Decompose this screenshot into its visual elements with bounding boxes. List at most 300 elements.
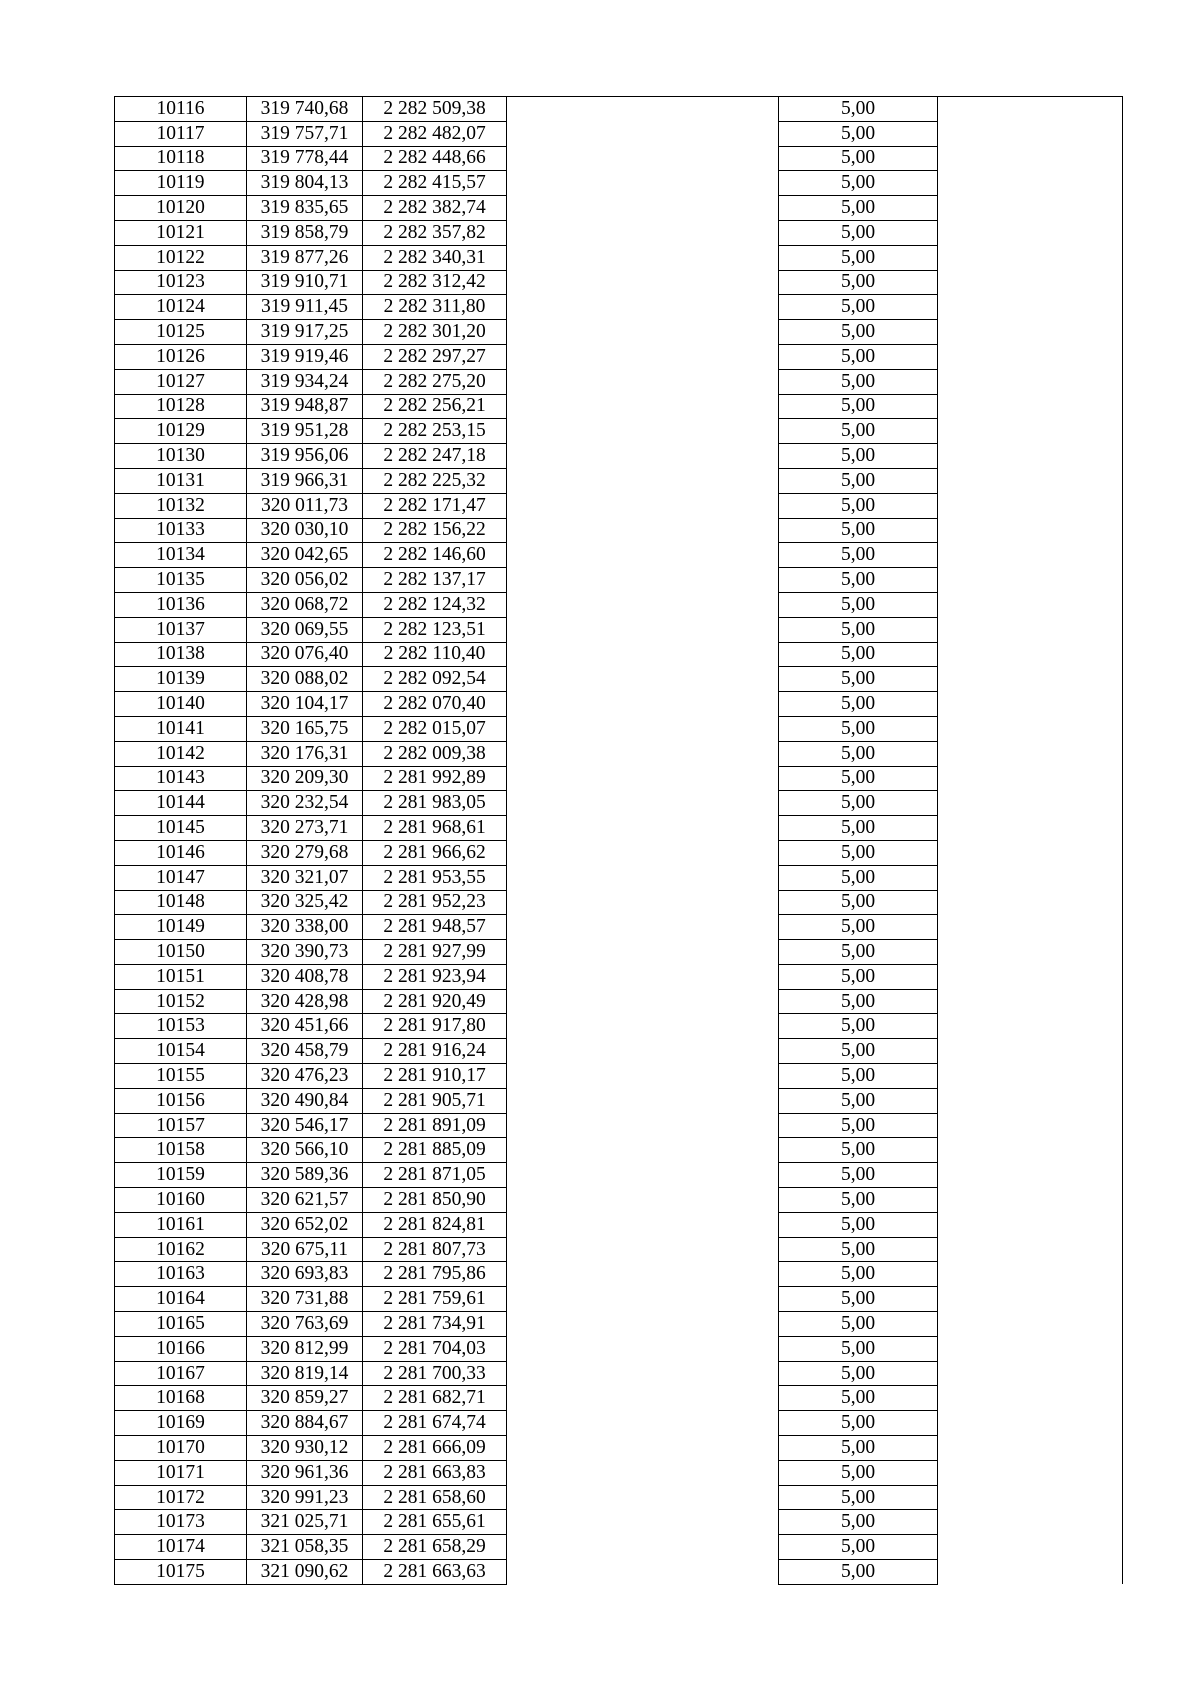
table-row — [115, 1336, 1123, 1361]
empty-cell — [938, 1361, 1123, 1386]
table-row — [115, 741, 1123, 766]
y-coordinate-cell: 2 281 658,60 — [363, 1485, 507, 1510]
value-cell: 5,00 — [779, 692, 938, 717]
y-coordinate-cell: 2 281 658,29 — [363, 1535, 507, 1560]
table-row — [115, 1510, 1123, 1535]
empty-cell — [507, 171, 779, 196]
x-coordinate-cell: 320 859,27 — [247, 1386, 363, 1411]
empty-cell — [938, 220, 1123, 245]
table-row — [115, 97, 1123, 122]
value-cell: 5,00 — [779, 1088, 938, 1113]
x-coordinate-cell: 320 088,02 — [247, 667, 363, 692]
empty-cell — [938, 667, 1123, 692]
point-number-cell: 10134 — [115, 543, 247, 568]
table-row — [115, 394, 1123, 419]
x-coordinate-cell: 319 948,87 — [247, 394, 363, 419]
y-coordinate-cell: 2 281 663,63 — [363, 1560, 507, 1585]
table-row — [115, 270, 1123, 295]
table-row — [115, 667, 1123, 692]
y-coordinate-cell: 2 281 734,91 — [363, 1312, 507, 1337]
y-coordinate-cell: 2 281 704,03 — [363, 1336, 507, 1361]
value-cell: 5,00 — [779, 220, 938, 245]
point-number-cell: 10116 — [115, 97, 247, 122]
table-row — [115, 617, 1123, 642]
empty-cell — [938, 989, 1123, 1014]
value-cell: 5,00 — [779, 518, 938, 543]
table-row — [115, 444, 1123, 469]
table-row — [115, 518, 1123, 543]
x-coordinate-cell: 319 956,06 — [247, 444, 363, 469]
empty-cell — [507, 1138, 779, 1163]
y-coordinate-cell: 2 281 968,61 — [363, 816, 507, 841]
y-coordinate-cell: 2 281 795,86 — [363, 1262, 507, 1287]
point-number-cell: 10117 — [115, 121, 247, 146]
y-coordinate-cell: 2 281 920,49 — [363, 989, 507, 1014]
table-row — [115, 989, 1123, 1014]
point-number-cell: 10166 — [115, 1336, 247, 1361]
point-number-cell: 10141 — [115, 716, 247, 741]
y-coordinate-cell: 2 281 966,62 — [363, 840, 507, 865]
value-cell: 5,00 — [779, 1138, 938, 1163]
point-number-cell: 10152 — [115, 989, 247, 1014]
y-coordinate-cell: 2 281 850,90 — [363, 1188, 507, 1213]
table-row — [115, 915, 1123, 940]
empty-cell — [507, 865, 779, 890]
point-number-cell: 10128 — [115, 394, 247, 419]
point-number-cell: 10165 — [115, 1312, 247, 1337]
empty-cell — [938, 146, 1123, 171]
empty-cell — [938, 344, 1123, 369]
x-coordinate-cell: 319 835,65 — [247, 196, 363, 221]
point-number-cell: 10173 — [115, 1510, 247, 1535]
table-row — [115, 1560, 1123, 1585]
y-coordinate-cell: 2 282 247,18 — [363, 444, 507, 469]
point-number-cell: 10163 — [115, 1262, 247, 1287]
point-number-cell: 10160 — [115, 1188, 247, 1213]
table-row — [115, 716, 1123, 741]
empty-cell — [938, 617, 1123, 642]
empty-cell — [507, 890, 779, 915]
empty-cell — [507, 692, 779, 717]
table-row — [115, 220, 1123, 245]
empty-cell — [507, 716, 779, 741]
empty-cell — [938, 543, 1123, 568]
empty-cell — [938, 741, 1123, 766]
y-coordinate-cell: 2 282 482,07 — [363, 121, 507, 146]
empty-cell — [938, 1287, 1123, 1312]
empty-cell — [507, 1237, 779, 1262]
value-cell: 5,00 — [779, 1188, 938, 1213]
y-coordinate-cell: 2 282 092,54 — [363, 667, 507, 692]
table-row — [115, 1312, 1123, 1337]
point-number-cell: 10155 — [115, 1064, 247, 1089]
empty-cell — [938, 766, 1123, 791]
table-row — [115, 964, 1123, 989]
table-row — [115, 1386, 1123, 1411]
value-cell: 5,00 — [779, 121, 938, 146]
table-row — [115, 1014, 1123, 1039]
x-coordinate-cell: 320 961,36 — [247, 1460, 363, 1485]
x-coordinate-cell: 321 025,71 — [247, 1510, 363, 1535]
value-cell: 5,00 — [779, 840, 938, 865]
y-coordinate-cell: 2 281 891,09 — [363, 1113, 507, 1138]
coordinates-table — [114, 96, 1123, 1585]
y-coordinate-cell: 2 281 682,71 — [363, 1386, 507, 1411]
empty-cell — [507, 1436, 779, 1461]
point-number-cell: 10162 — [115, 1237, 247, 1262]
table-row — [115, 791, 1123, 816]
point-number-cell: 10161 — [115, 1212, 247, 1237]
y-coordinate-cell: 2 281 824,81 — [363, 1212, 507, 1237]
empty-cell — [507, 196, 779, 221]
table-row — [115, 468, 1123, 493]
empty-cell — [938, 1312, 1123, 1337]
empty-cell — [938, 444, 1123, 469]
empty-cell — [507, 146, 779, 171]
x-coordinate-cell: 320 589,36 — [247, 1163, 363, 1188]
y-coordinate-cell: 2 281 952,23 — [363, 890, 507, 915]
x-coordinate-cell: 320 076,40 — [247, 642, 363, 667]
y-coordinate-cell: 2 282 256,21 — [363, 394, 507, 419]
empty-cell — [938, 1014, 1123, 1039]
empty-cell — [938, 1163, 1123, 1188]
x-coordinate-cell: 319 804,13 — [247, 171, 363, 196]
value-cell: 5,00 — [779, 295, 938, 320]
point-number-cell: 10135 — [115, 568, 247, 593]
table-row — [115, 940, 1123, 965]
point-number-cell: 10157 — [115, 1113, 247, 1138]
value-cell: 5,00 — [779, 196, 938, 221]
point-number-cell: 10136 — [115, 592, 247, 617]
empty-cell — [507, 270, 779, 295]
point-number-cell: 10143 — [115, 766, 247, 791]
empty-cell — [507, 518, 779, 543]
empty-cell — [507, 245, 779, 270]
x-coordinate-cell: 319 757,71 — [247, 121, 363, 146]
empty-cell — [507, 1312, 779, 1337]
y-coordinate-cell: 2 281 917,80 — [363, 1014, 507, 1039]
empty-cell — [507, 1039, 779, 1064]
empty-cell — [507, 1064, 779, 1089]
empty-cell — [507, 1163, 779, 1188]
x-coordinate-cell: 319 778,44 — [247, 146, 363, 171]
y-coordinate-cell: 2 282 009,38 — [363, 741, 507, 766]
table-row — [115, 121, 1123, 146]
value-cell: 5,00 — [779, 1535, 938, 1560]
empty-cell — [507, 121, 779, 146]
point-number-cell: 10154 — [115, 1039, 247, 1064]
table-row — [115, 840, 1123, 865]
point-number-cell: 10147 — [115, 865, 247, 890]
empty-cell — [507, 1113, 779, 1138]
empty-cell — [938, 1560, 1123, 1585]
empty-cell — [938, 940, 1123, 965]
table-row — [115, 245, 1123, 270]
point-number-cell: 10129 — [115, 419, 247, 444]
value-cell: 5,00 — [779, 1336, 938, 1361]
empty-cell — [938, 171, 1123, 196]
table-row — [115, 1485, 1123, 1510]
empty-cell — [507, 444, 779, 469]
empty-cell — [938, 320, 1123, 345]
table-row — [115, 1039, 1123, 1064]
x-coordinate-cell: 320 011,73 — [247, 493, 363, 518]
table-row — [115, 1138, 1123, 1163]
empty-cell — [507, 320, 779, 345]
y-coordinate-cell: 2 282 171,47 — [363, 493, 507, 518]
y-coordinate-cell: 2 281 916,24 — [363, 1039, 507, 1064]
empty-cell — [507, 1510, 779, 1535]
value-cell: 5,00 — [779, 617, 938, 642]
value-cell: 5,00 — [779, 171, 938, 196]
point-number-cell: 10139 — [115, 667, 247, 692]
y-coordinate-cell: 2 282 156,22 — [363, 518, 507, 543]
value-cell: 5,00 — [779, 1064, 938, 1089]
point-number-cell: 10144 — [115, 791, 247, 816]
empty-cell — [938, 1237, 1123, 1262]
value-cell: 5,00 — [779, 592, 938, 617]
value-cell: 5,00 — [779, 493, 938, 518]
x-coordinate-cell: 320 069,55 — [247, 617, 363, 642]
empty-cell — [938, 468, 1123, 493]
table-row — [115, 369, 1123, 394]
empty-cell — [938, 964, 1123, 989]
table-row — [115, 1113, 1123, 1138]
table-row — [115, 1188, 1123, 1213]
empty-cell — [507, 394, 779, 419]
point-number-cell: 10171 — [115, 1460, 247, 1485]
y-coordinate-cell: 2 281 663,83 — [363, 1460, 507, 1485]
y-coordinate-cell: 2 281 759,61 — [363, 1287, 507, 1312]
table-row — [115, 1064, 1123, 1089]
y-coordinate-cell: 2 282 448,66 — [363, 146, 507, 171]
x-coordinate-cell: 320 819,14 — [247, 1361, 363, 1386]
empty-cell — [507, 816, 779, 841]
empty-cell — [938, 493, 1123, 518]
empty-cell — [938, 1039, 1123, 1064]
table-row — [115, 1287, 1123, 1312]
empty-cell — [507, 1287, 779, 1312]
empty-cell — [507, 419, 779, 444]
value-cell: 5,00 — [779, 915, 938, 940]
x-coordinate-cell: 320 621,57 — [247, 1188, 363, 1213]
x-coordinate-cell: 320 068,72 — [247, 592, 363, 617]
table-row — [115, 816, 1123, 841]
y-coordinate-cell: 2 282 357,82 — [363, 220, 507, 245]
y-coordinate-cell: 2 281 910,17 — [363, 1064, 507, 1089]
point-number-cell: 10156 — [115, 1088, 247, 1113]
empty-cell — [507, 840, 779, 865]
point-number-cell: 10164 — [115, 1287, 247, 1312]
empty-cell — [938, 915, 1123, 940]
value-cell: 5,00 — [779, 1560, 938, 1585]
point-number-cell: 10159 — [115, 1163, 247, 1188]
x-coordinate-cell: 319 951,28 — [247, 419, 363, 444]
empty-cell — [938, 1485, 1123, 1510]
y-coordinate-cell: 2 281 666,09 — [363, 1436, 507, 1461]
x-coordinate-cell: 319 858,79 — [247, 220, 363, 245]
value-cell: 5,00 — [779, 964, 938, 989]
table-row — [115, 568, 1123, 593]
table-row — [115, 295, 1123, 320]
value-cell: 5,00 — [779, 989, 938, 1014]
point-number-cell: 10132 — [115, 493, 247, 518]
point-number-cell: 10149 — [115, 915, 247, 940]
x-coordinate-cell: 320 566,10 — [247, 1138, 363, 1163]
table-row — [115, 1212, 1123, 1237]
empty-cell — [507, 295, 779, 320]
value-cell: 5,00 — [779, 97, 938, 122]
table-row — [115, 171, 1123, 196]
y-coordinate-cell: 2 282 253,15 — [363, 419, 507, 444]
x-coordinate-cell: 320 273,71 — [247, 816, 363, 841]
point-number-cell: 10150 — [115, 940, 247, 965]
empty-cell — [507, 667, 779, 692]
y-coordinate-cell: 2 282 275,20 — [363, 369, 507, 394]
empty-cell — [507, 468, 779, 493]
point-number-cell: 10170 — [115, 1436, 247, 1461]
empty-cell — [507, 1460, 779, 1485]
empty-cell — [938, 97, 1123, 122]
empty-cell — [507, 1262, 779, 1287]
x-coordinate-cell: 320 930,12 — [247, 1436, 363, 1461]
empty-cell — [507, 940, 779, 965]
y-coordinate-cell: 2 282 225,32 — [363, 468, 507, 493]
value-cell: 5,00 — [779, 270, 938, 295]
empty-cell — [507, 493, 779, 518]
empty-cell — [507, 1361, 779, 1386]
value-cell: 5,00 — [779, 1411, 938, 1436]
empty-cell — [938, 1386, 1123, 1411]
empty-cell — [938, 369, 1123, 394]
empty-cell — [938, 121, 1123, 146]
y-coordinate-cell: 2 282 015,07 — [363, 716, 507, 741]
x-coordinate-cell: 319 910,71 — [247, 270, 363, 295]
table-row — [115, 320, 1123, 345]
x-coordinate-cell: 320 428,98 — [247, 989, 363, 1014]
empty-cell — [507, 592, 779, 617]
x-coordinate-cell: 320 693,83 — [247, 1262, 363, 1287]
table-row — [115, 493, 1123, 518]
point-number-cell: 10126 — [115, 344, 247, 369]
x-coordinate-cell: 319 919,46 — [247, 344, 363, 369]
x-coordinate-cell: 320 546,17 — [247, 1113, 363, 1138]
value-cell: 5,00 — [779, 1510, 938, 1535]
point-number-cell: 10148 — [115, 890, 247, 915]
x-coordinate-cell: 320 731,88 — [247, 1287, 363, 1312]
table-row — [115, 1436, 1123, 1461]
value-cell: 5,00 — [779, 245, 938, 270]
x-coordinate-cell: 320 763,69 — [247, 1312, 363, 1337]
value-cell: 5,00 — [779, 1039, 938, 1064]
value-cell: 5,00 — [779, 940, 938, 965]
table-row — [115, 592, 1123, 617]
x-coordinate-cell: 319 966,31 — [247, 468, 363, 493]
point-number-cell: 10145 — [115, 816, 247, 841]
empty-cell — [507, 1411, 779, 1436]
point-number-cell: 10127 — [115, 369, 247, 394]
empty-cell — [938, 245, 1123, 270]
value-cell: 5,00 — [779, 543, 938, 568]
value-cell: 5,00 — [779, 1287, 938, 1312]
x-coordinate-cell: 320 476,23 — [247, 1064, 363, 1089]
x-coordinate-cell: 320 321,07 — [247, 865, 363, 890]
empty-cell — [938, 394, 1123, 419]
empty-cell — [938, 1411, 1123, 1436]
y-coordinate-cell: 2 281 948,57 — [363, 915, 507, 940]
empty-cell — [507, 791, 779, 816]
value-cell: 5,00 — [779, 320, 938, 345]
empty-cell — [938, 791, 1123, 816]
point-number-cell: 10169 — [115, 1411, 247, 1436]
empty-cell — [938, 1436, 1123, 1461]
empty-cell — [938, 1336, 1123, 1361]
empty-cell — [938, 865, 1123, 890]
point-number-cell: 10131 — [115, 468, 247, 493]
point-number-cell: 10123 — [115, 270, 247, 295]
point-number-cell: 10172 — [115, 1485, 247, 1510]
y-coordinate-cell: 2 282 415,57 — [363, 171, 507, 196]
value-cell: 5,00 — [779, 146, 938, 171]
empty-cell — [938, 1088, 1123, 1113]
value-cell: 5,00 — [779, 1312, 938, 1337]
x-coordinate-cell: 320 490,84 — [247, 1088, 363, 1113]
empty-cell — [507, 1088, 779, 1113]
table-row — [115, 890, 1123, 915]
x-coordinate-cell: 320 884,67 — [247, 1411, 363, 1436]
empty-cell — [507, 568, 779, 593]
y-coordinate-cell: 2 282 124,32 — [363, 592, 507, 617]
x-coordinate-cell: 320 675,11 — [247, 1237, 363, 1262]
x-coordinate-cell: 319 934,24 — [247, 369, 363, 394]
point-number-cell: 10138 — [115, 642, 247, 667]
value-cell: 5,00 — [779, 1361, 938, 1386]
empty-cell — [507, 543, 779, 568]
value-cell: 5,00 — [779, 1163, 938, 1188]
empty-cell — [507, 1386, 779, 1411]
empty-cell — [507, 741, 779, 766]
table-row — [115, 642, 1123, 667]
empty-cell — [938, 1138, 1123, 1163]
empty-cell — [938, 1188, 1123, 1213]
table-row — [115, 865, 1123, 890]
y-coordinate-cell: 2 282 509,38 — [363, 97, 507, 122]
empty-cell — [507, 766, 779, 791]
empty-cell — [938, 642, 1123, 667]
value-cell: 5,00 — [779, 468, 938, 493]
empty-cell — [507, 1212, 779, 1237]
table-row — [115, 1262, 1123, 1287]
x-coordinate-cell: 321 090,62 — [247, 1560, 363, 1585]
y-coordinate-cell: 2 282 340,31 — [363, 245, 507, 270]
empty-cell — [938, 816, 1123, 841]
point-number-cell: 10140 — [115, 692, 247, 717]
point-number-cell: 10120 — [115, 196, 247, 221]
empty-cell — [938, 196, 1123, 221]
value-cell: 5,00 — [779, 369, 938, 394]
empty-cell — [507, 1014, 779, 1039]
value-cell: 5,00 — [779, 1262, 938, 1287]
y-coordinate-cell: 2 281 700,33 — [363, 1361, 507, 1386]
empty-cell — [938, 592, 1123, 617]
value-cell: 5,00 — [779, 716, 938, 741]
value-cell: 5,00 — [779, 766, 938, 791]
x-coordinate-cell: 320 104,17 — [247, 692, 363, 717]
point-number-cell: 10119 — [115, 171, 247, 196]
y-coordinate-cell: 2 282 146,60 — [363, 543, 507, 568]
y-coordinate-cell: 2 282 301,20 — [363, 320, 507, 345]
value-cell: 5,00 — [779, 890, 938, 915]
